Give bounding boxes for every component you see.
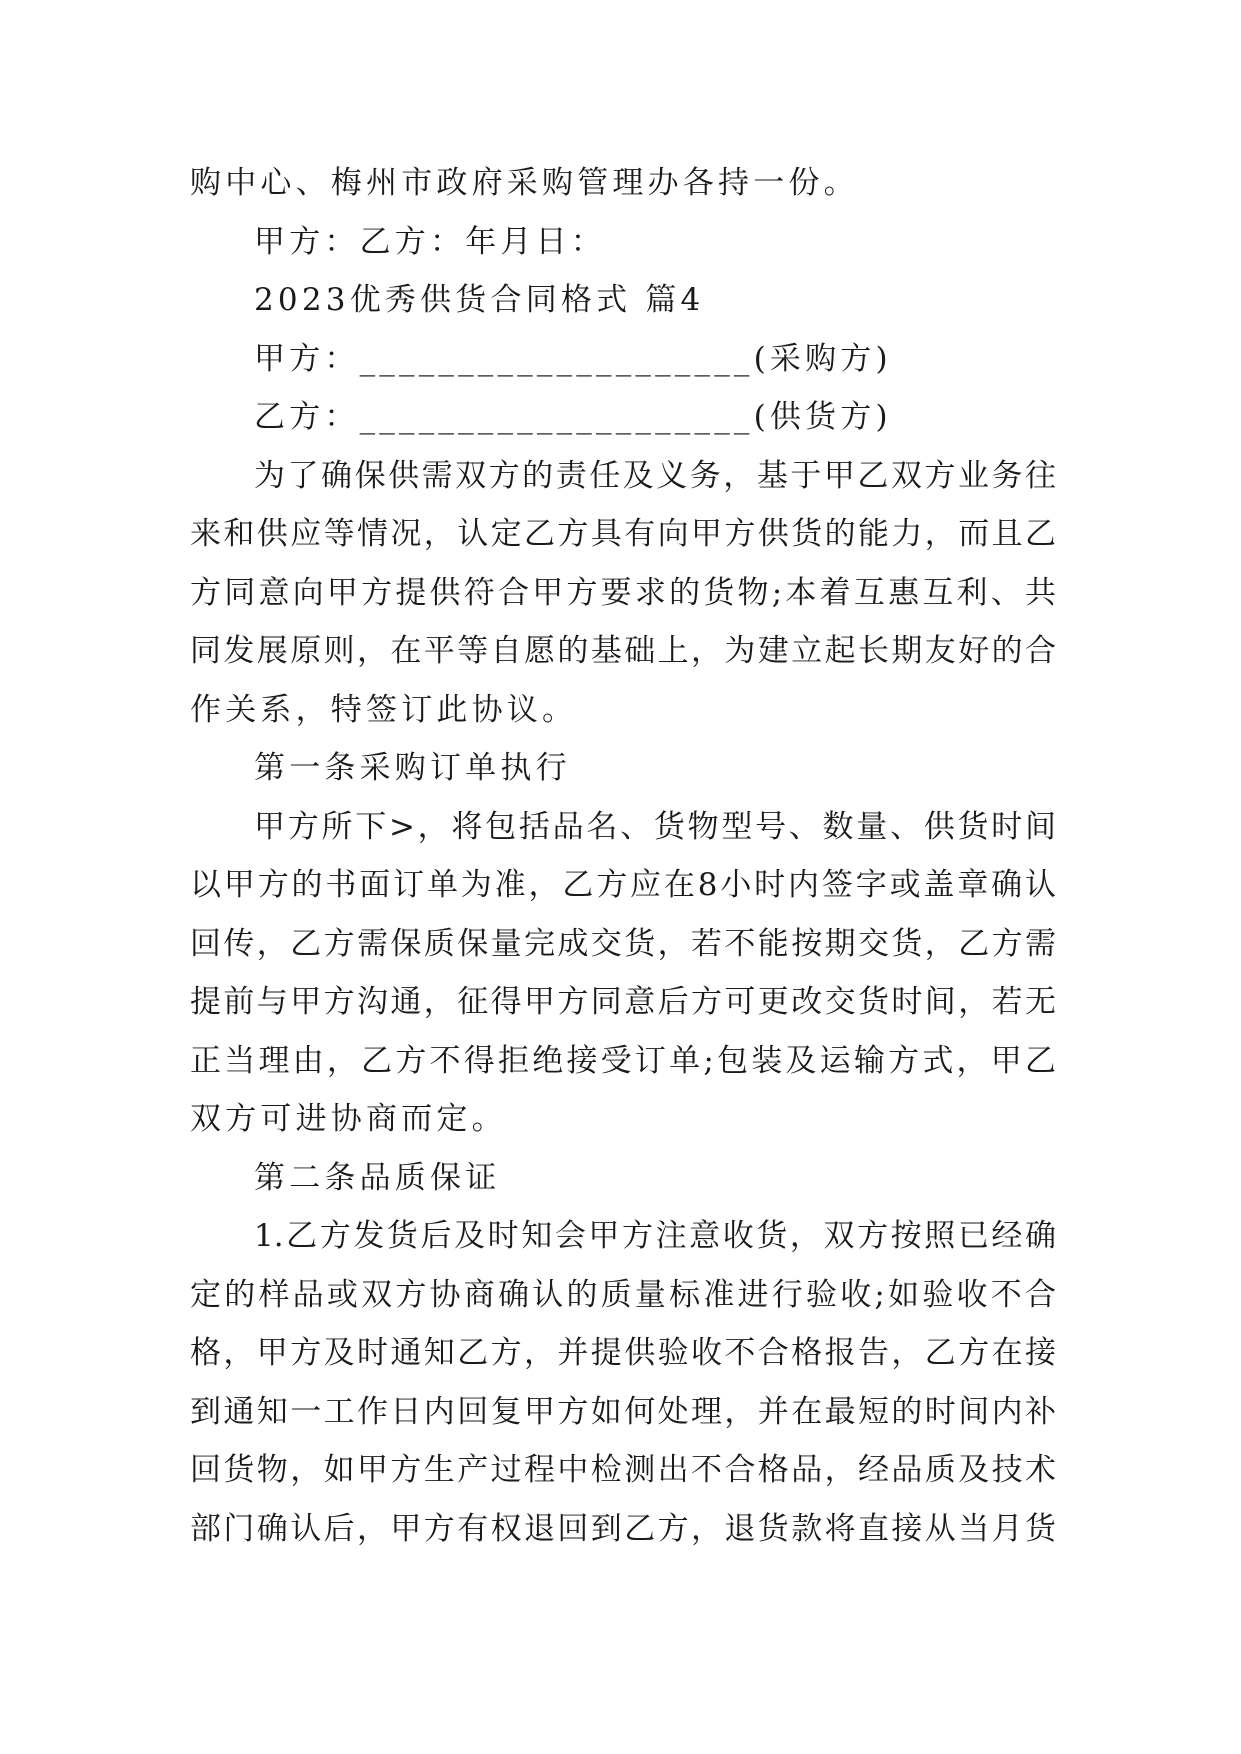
text-line: 同发展原则，在平等自愿的基础上，为建立起长期友好的合 <box>190 633 1056 669</box>
section-heading: 2023优秀供货合同格式 篇4 <box>254 282 705 318</box>
text-line: 甲方所下>，将包括品名、货物型号、数量、供货时间 <box>254 808 1056 845</box>
text-line: 部门确认后，甲方有权退回到乙方，退货款将直接从当月货 <box>190 1510 1056 1547</box>
text-line: 提前与甲方沟通，征得甲方同意后方可更改交货时间，若无 <box>190 984 1056 1020</box>
text-line: 格，甲方及时通知乙方，并提供验收不合格报告，乙方在接 <box>190 1335 1056 1371</box>
text-line: 正当理由，乙方不得拒绝接受订单;包装及运输方式，甲乙 <box>190 1042 1056 1079</box>
party-b-line: 乙方：____________________(供货方) <box>254 399 892 435</box>
text-line: 回传，乙方需保质保量完成交货，若不能按期交货，乙方需 <box>190 925 1056 962</box>
text-line: 到通知一工作日内回复甲方如何处理，并在最短的时间内补 <box>190 1393 1056 1430</box>
text-line: 1.乙方发货后及时知会甲方注意收货，双方按照已经确 <box>254 1218 1056 1254</box>
text-line: 方同意向甲方提供符合甲方要求的货物;本着互惠互利、共 <box>190 574 1056 611</box>
text-line: 回货物，如甲方生产过程中检测出不合格品，经品质及技术 <box>190 1452 1056 1488</box>
text-line: 定的样品或双方协商确认的质量标准进行验收;如验收不合 <box>190 1276 1056 1313</box>
text-line: 来和供应等情况，认定乙方具有向甲方供货的能力，而且乙 <box>190 516 1056 552</box>
text-line: 购中心、梅州市政府采购管理办各持一份。 <box>190 165 859 201</box>
text-line: 作关系，特签订此协议。 <box>190 691 578 728</box>
article-heading: 第二条品质保证 <box>254 1159 501 1196</box>
text-line: 双方可进协商而定。 <box>190 1101 507 1137</box>
text-line: 以甲方的书面订单为准，乙方应在8小时内签字或盖章确认 <box>190 867 1056 903</box>
text-line: 为了确保供需双方的责任及义务，基于甲乙双方业务往 <box>254 457 1056 494</box>
signature-line: 甲方：乙方：年月日： <box>254 223 606 260</box>
party-a-line: 甲方：____________________(采购方) <box>254 340 892 377</box>
document-body <box>190 154 1056 1558</box>
article-heading: 第一条采购订单执行 <box>254 750 571 786</box>
